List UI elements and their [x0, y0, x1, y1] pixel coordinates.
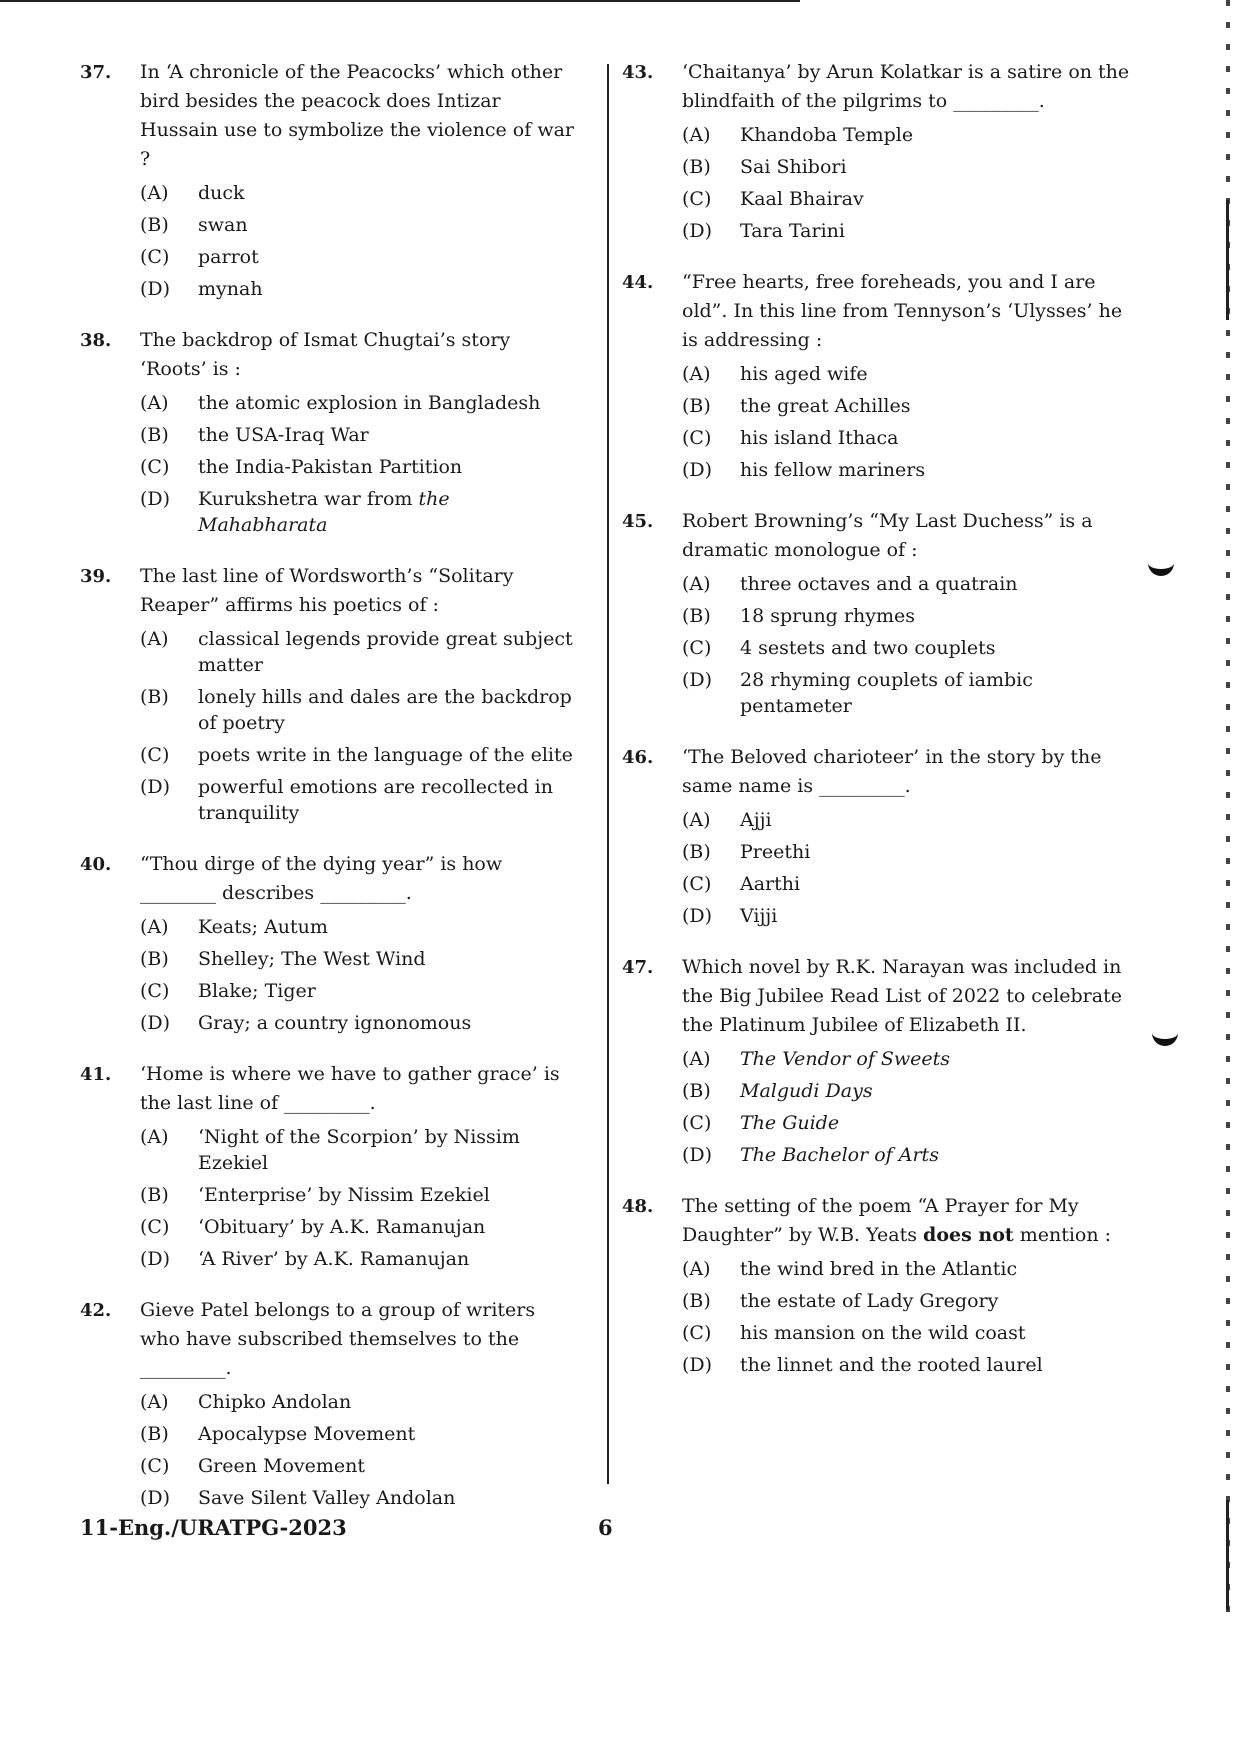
- option-text: [740, 186, 1132, 212]
- option-text: [198, 1485, 580, 1511]
- option-letter: (D): [140, 488, 171, 510]
- option-letter: (D): [140, 278, 171, 300]
- text-run: three octaves and a quatrain: [740, 573, 1018, 595]
- option-text: [740, 871, 1132, 897]
- text-run: Apocalypse Movement: [198, 1423, 416, 1445]
- option-text: [740, 1110, 1132, 1136]
- text-run: his island Ithaca: [740, 427, 899, 449]
- text-run: ‘The Beloved charioteer’ in the story by the same name is _________.: [682, 746, 1102, 797]
- option-list: [682, 571, 1132, 719]
- question-header: [622, 743, 1132, 801]
- option-letter: (C): [682, 1322, 712, 1344]
- option-letter: (A): [682, 363, 711, 385]
- answer-option: [682, 1288, 1132, 1314]
- option-letter: (A): [682, 1048, 711, 1070]
- option-text: [740, 1352, 1132, 1378]
- question-header: [80, 1296, 580, 1383]
- question-text: [682, 268, 1132, 355]
- text-run: his fellow mariners: [740, 459, 926, 481]
- text-run: 4 sestets and two couplets: [740, 637, 996, 659]
- answer-option: [682, 839, 1132, 865]
- text-run: ‘Chaitanya’ by Arun Kolatkar is a satire on the blindfaith of the pilgrims to _________.: [682, 61, 1130, 112]
- text-run: Kaal Bhairav: [740, 188, 864, 210]
- option-text: [198, 212, 580, 238]
- option-letter: (C): [682, 873, 712, 895]
- option-text: [740, 667, 1132, 719]
- question-header: [622, 58, 1132, 116]
- text-run: ‘Enterprise’ by Nissim Ezekiel: [198, 1184, 490, 1206]
- option-text: [198, 684, 580, 736]
- option-text: [198, 390, 580, 416]
- text-run: The backdrop of Ismat Chugtai’s story ‘Roots’ is :: [140, 329, 511, 380]
- option-letter: (D): [140, 1012, 171, 1034]
- option-letter: (B): [140, 686, 169, 708]
- question-item: [622, 953, 1132, 1168]
- question-text: [140, 850, 580, 908]
- text-run: Blake; Tiger: [198, 980, 316, 1002]
- question-number: 47.: [622, 957, 654, 978]
- text-run: Kurukshetra war from: [198, 488, 419, 510]
- answer-option: [140, 180, 580, 206]
- option-letter: (B): [140, 424, 169, 446]
- text-run: ‘Obituary’ by A.K. Ramanujan: [198, 1216, 486, 1238]
- right-question-column: [622, 58, 1132, 1402]
- option-letter: (C): [140, 456, 170, 478]
- question-header: [622, 268, 1132, 355]
- text-run: “Thou dirge of the dying year” is how ________ describes _________.: [140, 853, 503, 904]
- text-run: The Vendor of Sweets: [740, 1048, 951, 1070]
- option-text: [740, 218, 1132, 244]
- option-letter: (C): [682, 1112, 712, 1134]
- question-number: 42.: [80, 1300, 112, 1321]
- answer-option: [140, 1182, 580, 1208]
- text-run: Aarthi: [740, 873, 801, 895]
- question-header: [80, 1060, 580, 1118]
- text-run: Tara Tarini: [740, 220, 845, 242]
- option-letter: (B): [682, 1080, 711, 1102]
- option-letter: (C): [140, 980, 170, 1002]
- option-text: [740, 154, 1132, 180]
- answer-option: [682, 571, 1132, 597]
- text-run: The Bachelor of Arts: [740, 1144, 939, 1166]
- option-text: [740, 839, 1132, 865]
- answer-option: [140, 1124, 580, 1176]
- text-run: Green Movement: [198, 1455, 366, 1477]
- option-list: [140, 1389, 580, 1511]
- answer-option: [682, 603, 1132, 629]
- option-letter: (C): [140, 744, 170, 766]
- option-text: [198, 486, 580, 538]
- option-letter: (A): [140, 1391, 169, 1413]
- text-run: Save Silent Valley Andolan: [198, 1487, 456, 1509]
- option-text: [740, 1288, 1132, 1314]
- question-number: 48.: [622, 1196, 654, 1217]
- question-item: [80, 58, 580, 302]
- option-letter: (D): [140, 1248, 171, 1270]
- question-text: [682, 58, 1132, 116]
- question-item: [80, 1060, 580, 1272]
- option-letter: (A): [682, 124, 711, 146]
- option-text: [740, 635, 1132, 661]
- text-run: Shelley; The West Wind: [198, 948, 426, 970]
- answer-option: [140, 1214, 580, 1240]
- text-run: 28 rhyming couplets of iambic pentameter: [740, 669, 1033, 717]
- question-text: [140, 326, 580, 384]
- question-item: [80, 850, 580, 1036]
- text-run: lonely hills and dales are the backdrop of poetry: [198, 686, 572, 734]
- answer-option: [140, 486, 580, 538]
- question-text: [140, 58, 580, 174]
- text-run: “Free hearts, free foreheads, you and I are old”. In this line from Tennyson’s ‘Ulysses’ he is addressing :: [682, 271, 1123, 351]
- text-run: the linnet and the rooted laurel: [740, 1354, 1043, 1376]
- question-number: 44.: [622, 272, 654, 293]
- option-text: [198, 914, 580, 940]
- answer-option: [682, 122, 1132, 148]
- text-run: classical legends provide great subject matter: [198, 628, 573, 676]
- text-run: the great Achilles: [740, 395, 911, 417]
- question-header: [80, 326, 580, 384]
- option-letter: (D): [682, 459, 713, 481]
- answer-option: [682, 1256, 1132, 1282]
- option-text: [198, 1421, 580, 1447]
- option-text: [740, 361, 1132, 387]
- question-text: [682, 743, 1132, 801]
- option-letter: (B): [682, 1290, 711, 1312]
- question-text: [682, 1192, 1132, 1250]
- option-letter: (D): [682, 905, 713, 927]
- option-text: [198, 626, 580, 678]
- option-letter: (B): [682, 841, 711, 863]
- question-header: [622, 507, 1132, 565]
- text-run: ‘Night of the Scorpion’ by Nissim Ezekiel: [198, 1126, 520, 1174]
- option-list: [682, 807, 1132, 929]
- question-header: [622, 953, 1132, 1040]
- option-letter: (D): [682, 220, 713, 242]
- question-number: 45.: [622, 511, 654, 532]
- option-text: [740, 1142, 1132, 1168]
- option-letter: (B): [682, 395, 711, 417]
- option-list: [682, 1046, 1132, 1168]
- question-item: [80, 1296, 580, 1511]
- option-text: [740, 1046, 1132, 1072]
- option-letter: (D): [682, 669, 713, 691]
- answer-option: [140, 684, 580, 736]
- option-letter: (B): [140, 214, 169, 236]
- option-letter: (A): [682, 573, 711, 595]
- answer-option: [682, 1142, 1132, 1168]
- option-letter: (A): [682, 809, 711, 831]
- option-letter: (C): [140, 246, 170, 268]
- option-text: [198, 244, 580, 270]
- option-list: [682, 361, 1132, 483]
- option-letter: (A): [140, 628, 169, 650]
- question-number: 41.: [80, 1064, 112, 1085]
- text-run: The Guide: [740, 1112, 840, 1134]
- text-run: 18 sprung rhymes: [740, 605, 915, 627]
- option-text: [198, 1214, 580, 1240]
- answer-option: [140, 978, 580, 1004]
- option-list: [682, 122, 1132, 244]
- text-run: ‘Home is where we have to gather grace’ is the last line of _________.: [140, 1063, 560, 1114]
- option-letter: (B): [140, 1184, 169, 1206]
- question-item: [622, 507, 1132, 719]
- text-run: parrot: [198, 246, 259, 268]
- text-run: swan: [198, 214, 248, 236]
- option-text: [198, 1246, 580, 1272]
- option-letter: (D): [682, 1144, 713, 1166]
- text-run: duck: [198, 182, 245, 204]
- answer-option: [682, 1046, 1132, 1072]
- answer-option: [140, 1010, 580, 1036]
- option-letter: (A): [140, 392, 169, 414]
- answer-option: [682, 361, 1132, 387]
- text-run: Khandoba Temple: [740, 124, 914, 146]
- text-run: his aged wife: [740, 363, 868, 385]
- answer-option: [140, 422, 580, 448]
- option-text: [198, 978, 580, 1004]
- answer-option: [682, 807, 1132, 833]
- question-text: [140, 1296, 580, 1383]
- answer-option: [682, 903, 1132, 929]
- text-run: the USA-Iraq War: [198, 424, 369, 446]
- option-list: [140, 626, 580, 826]
- option-text: [740, 393, 1132, 419]
- question-item: [80, 562, 580, 826]
- option-text: [198, 1182, 580, 1208]
- question-number: 37.: [80, 62, 112, 83]
- answer-option: [140, 276, 580, 302]
- option-letter: (C): [140, 1216, 170, 1238]
- question-text: [140, 562, 580, 620]
- option-letter: (C): [682, 427, 712, 449]
- text-run: the wind bred in the Atlantic: [740, 1258, 1018, 1280]
- option-letter: (D): [682, 1354, 713, 1376]
- option-text: [740, 903, 1132, 929]
- option-letter: (B): [682, 156, 711, 178]
- answer-option: [682, 1352, 1132, 1378]
- question-number: 43.: [622, 62, 654, 83]
- left-question-column: [80, 58, 580, 1535]
- answer-option: [682, 667, 1132, 719]
- option-text: [740, 425, 1132, 451]
- answer-option: [140, 1453, 580, 1479]
- option-letter: (B): [682, 605, 711, 627]
- text-run: his mansion on the wild coast: [740, 1322, 1026, 1344]
- option-letter: (B): [140, 948, 169, 970]
- question-item: [622, 58, 1132, 244]
- question-number: 38.: [80, 330, 112, 351]
- answer-option: [140, 1246, 580, 1272]
- scan-edge-bar: [1226, 200, 1229, 320]
- question-header: [80, 58, 580, 174]
- answer-option: [682, 393, 1132, 419]
- text-run: Gray; a country ignonomous: [198, 1012, 472, 1034]
- question-item: [622, 1192, 1132, 1378]
- answer-option: [140, 774, 580, 826]
- text-run: The setting of the poem “A Prayer for My Daughter” by W.B. Yeats: [682, 1195, 1079, 1246]
- question-header: [80, 562, 580, 620]
- text-run: ‘A River’ by A.K. Ramanujan: [198, 1248, 470, 1270]
- question-number: 46.: [622, 747, 654, 768]
- answer-option: [682, 154, 1132, 180]
- option-text: [740, 1078, 1132, 1104]
- answer-option: [140, 1485, 580, 1511]
- text-run: Preethi: [740, 841, 811, 863]
- column-divider: [607, 64, 609, 1484]
- option-list: [140, 1124, 580, 1272]
- answer-option: [140, 626, 580, 678]
- text-run: mynah: [198, 278, 263, 300]
- option-text: [198, 1010, 580, 1036]
- text-run: does not: [923, 1224, 1014, 1246]
- answer-option: [140, 1389, 580, 1415]
- text-run: Keats; Autum: [198, 916, 328, 938]
- text-run: Malgudi Days: [740, 1080, 873, 1102]
- answer-option: [682, 186, 1132, 212]
- option-letter: (C): [140, 1455, 170, 1477]
- option-text: [198, 1453, 580, 1479]
- question-header: [622, 1192, 1132, 1250]
- text-run: poets write in the language of the elite: [198, 744, 573, 766]
- answer-option: [140, 244, 580, 270]
- option-text: [740, 457, 1132, 483]
- option-text: [740, 603, 1132, 629]
- text-run: the Mahabharata: [198, 488, 450, 536]
- question-number: 39.: [80, 566, 112, 587]
- question-item: [80, 326, 580, 538]
- answer-option: [140, 212, 580, 238]
- answer-option: [140, 454, 580, 480]
- text-run: Robert Browning’s “My Last Duchess” is a dramatic monologue of :: [682, 510, 1093, 561]
- text-run: Which novel by R.K. Narayan was included in the Big Jubilee Read List of 2022 to celebrate the Platinum Jubilee of Elizabeth II.: [682, 956, 1122, 1036]
- option-letter: (A): [682, 1258, 711, 1280]
- text-run: Gieve Patel belongs to a group of writers who have subscribed themselves to the _________.: [140, 1299, 536, 1379]
- option-text: [740, 571, 1132, 597]
- paper-code: 11-Eng./URATPG-2023: [80, 1515, 347, 1540]
- option-list: [682, 1256, 1132, 1378]
- text-run: In ‘A chronicle of the Peacocks’ which other bird besides the peacock does Intizar Hussain use to symbolize the violence of war ?: [140, 61, 574, 170]
- answer-option: [682, 218, 1132, 244]
- option-list: [140, 914, 580, 1036]
- text-run: The last line of Wordsworth’s “Solitary Reaper” affirms his poetics of :: [140, 565, 514, 616]
- option-letter: (D): [140, 1487, 171, 1509]
- option-text: [740, 1320, 1132, 1346]
- answer-option: [140, 946, 580, 972]
- option-text: [740, 807, 1132, 833]
- question-header: [80, 850, 580, 908]
- option-letter: (D): [140, 776, 171, 798]
- option-letter: (C): [682, 637, 712, 659]
- text-run: Sai Shibori: [740, 156, 847, 178]
- option-letter: (C): [682, 188, 712, 210]
- answer-option: [682, 425, 1132, 451]
- option-text: [198, 180, 580, 206]
- answer-option: [682, 1320, 1132, 1346]
- answer-option: [140, 1421, 580, 1447]
- option-text: [198, 422, 580, 448]
- option-text: [198, 276, 580, 302]
- scan-mark: [1152, 1025, 1178, 1046]
- option-list: [140, 180, 580, 302]
- question-item: [622, 743, 1132, 929]
- option-letter: (A): [140, 182, 169, 204]
- question-text: [140, 1060, 580, 1118]
- question-item: [622, 268, 1132, 483]
- option-text: [740, 122, 1132, 148]
- text-run: Chipko Andolan: [198, 1391, 352, 1413]
- option-letter: (B): [140, 1423, 169, 1445]
- text-run: Vijji: [740, 905, 778, 927]
- text-run: mention :: [1013, 1224, 1112, 1246]
- text-run: the India-Pakistan Partition: [198, 456, 463, 478]
- answer-option: [682, 457, 1132, 483]
- scan-edge-bar: [1226, 1500, 1229, 1610]
- text-run: the estate of Lady Gregory: [740, 1290, 999, 1312]
- option-letter: (A): [140, 916, 169, 938]
- answer-option: [682, 1078, 1132, 1104]
- answer-option: [682, 1110, 1132, 1136]
- option-text: [740, 1256, 1132, 1282]
- option-text: [198, 454, 580, 480]
- text-run: powerful emotions are recollected in tranquility: [198, 776, 553, 824]
- option-list: [140, 390, 580, 538]
- question-number: 40.: [80, 854, 112, 875]
- answer-option: [682, 635, 1132, 661]
- question-text: [682, 953, 1132, 1040]
- page-number: 6: [598, 1515, 613, 1540]
- option-text: [198, 1389, 580, 1415]
- scan-mark: [1148, 555, 1174, 576]
- answer-option: [682, 871, 1132, 897]
- top-rule: [0, 0, 800, 2]
- text-run: the atomic explosion in Bangladesh: [198, 392, 541, 414]
- text-run: Ajji: [740, 809, 772, 831]
- option-text: [198, 1124, 580, 1176]
- option-letter: (A): [140, 1126, 169, 1148]
- answer-option: [140, 914, 580, 940]
- answer-option: [140, 390, 580, 416]
- option-text: [198, 742, 580, 768]
- question-text: [682, 507, 1132, 565]
- option-text: [198, 946, 580, 972]
- option-text: [198, 774, 580, 826]
- answer-option: [140, 742, 580, 768]
